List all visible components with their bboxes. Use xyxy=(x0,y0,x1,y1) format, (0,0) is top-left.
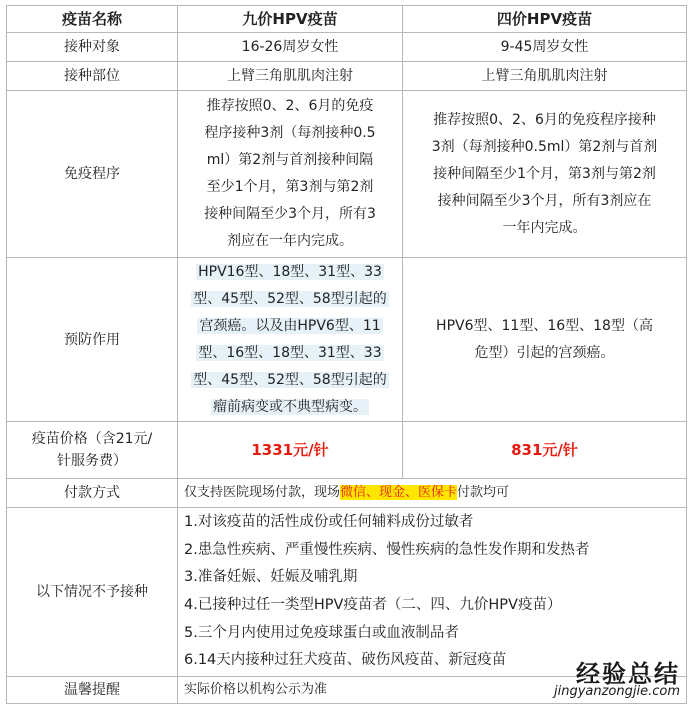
nine-prevention xyxy=(178,258,403,422)
nine-site: 上臂三角肌肌肉注射 xyxy=(178,62,403,91)
nine-prevention-line: 型、45型、52型、58型引起的 xyxy=(193,371,387,388)
contraindications-list xyxy=(178,508,687,677)
four-schedule xyxy=(403,91,687,258)
label-payment: 付款方式 xyxy=(7,479,178,508)
payment-methods-highlight: 微信、现金、医保卡 xyxy=(340,485,458,500)
list-item: 1.对该疫苗的活性成份或任何辅料成份过敏者 xyxy=(184,514,474,531)
nine-schedule-line: 接种间隔至少3个月，所有3 xyxy=(204,206,376,222)
nine-target: 16-26周岁女性 xyxy=(178,33,403,62)
four-prevention xyxy=(403,258,687,422)
label-site: 接种部位 xyxy=(7,62,178,91)
four-prevention-line: 危型）引起的宫颈癌。 xyxy=(474,344,615,361)
label-reminder: 温馨提醒 xyxy=(7,677,178,704)
row-site xyxy=(7,62,687,91)
label-prevention: 预防作用 xyxy=(7,258,178,422)
four-target: 9-45周岁女性 xyxy=(403,33,687,62)
payment-prefix: 仅支持医院现场付款，现场 xyxy=(184,485,341,500)
label-contraindications: 以下情况不予接种 xyxy=(7,508,178,677)
four-site: 上臂三角肌肌肉注射 xyxy=(403,62,687,91)
row-prevention xyxy=(7,258,687,422)
list-item: 2.患急性疾病、严重慢性疾病、慢性疾病的急性发作期和发热者 xyxy=(184,541,590,558)
four-schedule-line: 接种间隔至少1个月，第3剂与第2剂 xyxy=(433,165,656,182)
four-prevention-line: HPV6型、11型、16型、18型（高 xyxy=(436,317,653,334)
reminder-text: 实际价格以机构公示为准 xyxy=(178,677,687,704)
four-schedule-line: 一年内完成。 xyxy=(502,219,587,236)
header-vaccine-name: 疫苗名称 xyxy=(7,6,178,33)
payment-text xyxy=(178,479,687,508)
watermark-site: jingyanzongjie.com xyxy=(553,684,680,699)
price-label-line: 针服务费） xyxy=(57,453,127,469)
four-schedule-line: 接种间隔至少3个月，所有3剂应在 xyxy=(437,192,652,209)
four-schedule-line: 推荐按照0、2、6月的免疫程序接种 xyxy=(433,111,656,128)
list-item: 5.三个月内使用过免疫球蛋白或血液制品者 xyxy=(184,624,459,641)
label-target: 接种对象 xyxy=(7,33,178,62)
nine-schedule-line: 程序接种3剂（每剂接种0.5 xyxy=(204,125,376,141)
label-schedule: 免疫程序 xyxy=(7,91,178,258)
row-contraindications xyxy=(7,508,687,677)
watermark-title: 经验总结 xyxy=(576,660,680,688)
nine-prevention-line: HPV16型、18型、31型、33 xyxy=(198,263,382,280)
list-item: 4.已接种过任一类型HPV疫苗者（二、四、九价HPV疫苗） xyxy=(184,597,562,613)
nine-prevention-line: 型、45型、52型、58型引起的 xyxy=(193,290,387,307)
nine-schedule-line: 推荐按照0、2、6月的免疫 xyxy=(206,98,374,114)
four-schedule-line: 3剂（每剂接种0.5ml）第2剂与首剂 xyxy=(431,138,658,155)
nine-prevention-line: 型、16型、18型、31型、33 xyxy=(198,344,382,361)
row-price xyxy=(7,422,687,479)
nine-schedule-line: ml）第2剂与首剂接种间隔 xyxy=(206,152,374,168)
nine-prevention-line: 宫颈癌。以及由HPV6型、11 xyxy=(199,317,381,334)
label-price xyxy=(7,422,178,479)
row-schedule xyxy=(7,91,687,258)
price-label-line: 疫苗价格（含21元/ xyxy=(31,431,153,447)
header-four-valent: 四价HPV疫苗 xyxy=(403,6,687,33)
nine-prevention-line: 瘤前病变或不典型病变。 xyxy=(213,398,367,415)
list-item: 6.14天内接种过狂犬疫苗、破伤风疫苗、新冠疫苗 xyxy=(184,652,507,669)
watermark-logo xyxy=(536,654,686,702)
nine-schedule-line: 剂应在一年内完成。 xyxy=(227,233,353,249)
row-target xyxy=(7,33,687,62)
payment-suffix: 付款均可 xyxy=(457,485,510,500)
four-price: 831元/针 xyxy=(403,422,687,479)
header-row xyxy=(7,6,687,33)
list-item: 3.准备妊娠、妊娠及哺乳期 xyxy=(184,569,358,586)
nine-schedule xyxy=(178,91,403,258)
nine-price: 1331元/针 xyxy=(178,422,403,479)
vaccine-comparison-table xyxy=(6,5,687,704)
nine-schedule-line: 至少1个月，第3剂与第2剂 xyxy=(206,179,374,195)
row-payment xyxy=(7,479,687,508)
header-nine-valent: 九价HPV疫苗 xyxy=(178,6,403,33)
